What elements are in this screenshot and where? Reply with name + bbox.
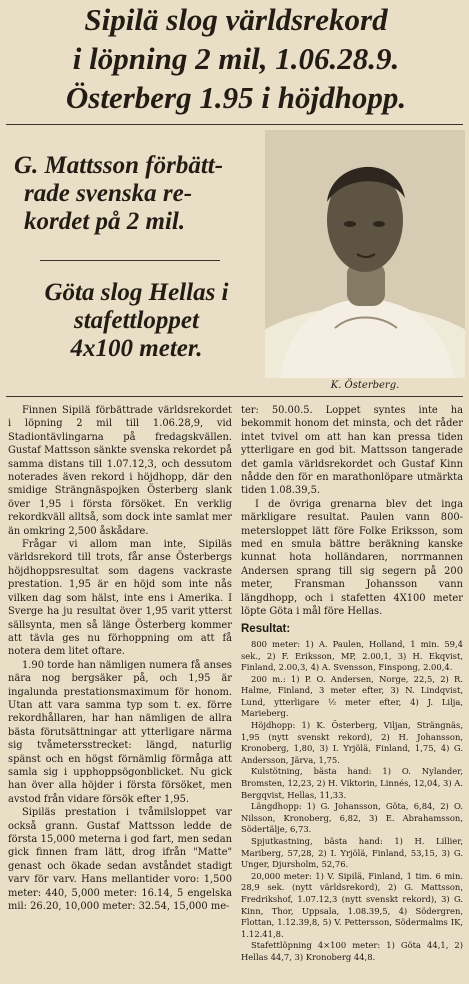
result-entry: 200 m.: 1) P. O. Andersen, Norge, 22,5, 2) R. Halme, Finland, 3 meter efter, 3) N. Lindqvist, Lund, ytterligare ½ meter efter, 4) J. Lilja, Marieberg. [241,673,463,719]
subheadline-line: 4x100 meter. [70,335,203,362]
article-column-left [8,404,232,913]
result-entry: 20,000 meter: 1) V. Sipilä, Finland, 1 tim. 6 min. 28,9 sek. (nytt världsrekord), 2) G. Mattsson, Fredrikshof, 1.07.12,3 (nytt svenskt rekord), 3) G. Kinn, Thor, Uppsala, 1.08.39,5, 4) Södergren, Flottan, 1.12.39,8, 5) V. Pettersson, Södermalms IK, 1.12.41,8. [241,870,463,939]
headline-line-3: Österberg 1.95 i höjdhopp. [65,80,407,115]
article-paragraph: ter: 50.00.5. Loppet syntes inte ha bekommit honom det minsta, och det råder intet tvivel om att han kan pressa tiden ytterligare en god bit. Mattsson tangerade det gamla världsrekordet och Gustaf Kinn nådde den för en marathonlöpare utmärkta tiden 1.08.39,5. [241,405,463,497]
article-paragraph: 1.90 torde han nämligen numera få anses nära nog bergsäker på, och 1,95 är ingalunda prestationsmaximum för honom. Utan att vara samma typ som t. ex. förre rekordhållaren, har han nämligen de allra bästa förutsättningar att ytterligare närma sig tvåmetersstrecket: längd, naturlig spänst och en högst förnämlig förmåga att samla sig i upphoppsögonblicket. Nu gick han över alla höjder i första försöket, men avstod från vidare försök efter 1,95. [8,659,232,805]
portrait-photo [265,130,465,378]
subheadline-line: rade svenska re- [24,180,193,207]
result-entry: Kulstötning, bästa hand: 1) O. Nylander, Bromsten, 12,23, 2) H. Viktorin, Linnés, 12,04, 3) A. Bergqvist, Hellas, 11,33. [241,766,464,800]
subheadline-line: Göta slog Hellas i [44,279,229,306]
headline-line-1: Sipilä slog världsrekord [84,2,388,37]
subheadline-mattsson [14,152,259,236]
photo-caption: K. Österberg. [330,380,400,391]
subheadline-gota [14,279,259,363]
article-paragraph: Finnen Sipilä förbättrade världsrekordet i löpning 2 mil till 1.06.28,9, vid Stadiontävlingarna på fredagskvällen. Gustaf Mattsson sänkte svenska rekordet på samma distans till 1.07.12,3, och dessutom noterades även rekord i höjdhopp, där den smidige Strängnäspojken Österberg slank över 1,95 i första försöket. En verklig rekordkväll alltså, som dock inte samlat mer än omkring 2,500 åskådare. [8,405,232,537]
headline-line-2: i löpning 2 mil, 1.06.28.9. [72,41,400,76]
article-paragraph: Sipiläs prestation i tvåmilsloppet var också grann. Gustaf Mattsson ledde de första 15,000 meterna i god fart, men sedan gick finnen fram lätt, drog ifrån "Matte" genast och ökade sedan avståndet stadigt varv för varv. Hans mellantider voro: 1,500 meter: 440, 5,000 meter: 16.14, 5 engelska mil: 26.20, 10,000 meter: 32.54, 15,000 me- [8,807,232,913]
article-paragraph: Frågar vi allom man inte, Sipiläs världsrekord till trots, får anse Österbergs höjdhoppsresultat som dagens vackraste prestation. 1,95 är en höjd som inte nås vilken dag som hälst, inte ens i Amerika. I Sverge ha ju resultat över 1,95 varit ytterst sällsynta, men så länge Österberg kommer att tävla ges nu förhoppning om att få notera dem litet oftare. [8,539,232,658]
column-rule [6,396,463,397]
result-entry: Spjutkastning, bästa hand: 1) H. Lillier, Mariberg, 57,28, 2) I. Yrjölä, Finland, 53,15, 3) G. Unger, Djursholm, 52,76. [241,836,463,870]
subheadline-line: kordet på 2 mil. [24,208,186,235]
result-entry: Stafettlöpning 4×100 meter: 1) Göta 44,1, 2) Hellas 44,7, 3) Kronoberg 44,8. [241,940,463,962]
article-column-right [241,404,463,964]
result-entry: Höjdhopp: 1) K. Österberg, Viljan, Strängnäs, 1,95 (nytt svenskt rekord), 2) H. Johansson, Kronoberg, 1,80, 3) I. Yrjölä, Finland, 1,75, 4) G. Andersson, Järva, 1,75. [241,720,463,765]
result-entry: 800 meter: 1) A. Paulen, Holland, 1 min. 59,4 sek., 2) F. Eriksson, MP, 2.00,1, 3) H. Ekqvist, Finland, 2.00,3, 4) A. Svensson, Finspong, 2.00,4. [241,638,463,673]
article-paragraph: I de övriga grenarna blev det inga märkligare resultat. Paulen vann 800-metersloppet lätt före Folke Eriksson, som med en smula bättre beräkning kanske kunnat hota holländaren, norrmannen Andersen sprang till sig segern på 200 meter, Fransman Johansson vann längdhopp, och i stafetten 4X100 meter löpte Göta i mål före Hellas. [241,498,463,618]
subheadline-line: stafettloppet [74,307,199,334]
results-heading: Resultat: [241,622,291,635]
subheadline-divider [40,260,220,261]
headline-rule [6,124,463,125]
result-entry: Längdhopp: 1) G. Johansson, Göta, 6,84, 2) O. Nilsson, Kronoberg, 6,82, 3) E. Abrahamsson, Södertälje, 6,73. [241,801,463,835]
subheadline-line: G. Mattsson förbätt- [14,152,224,179]
